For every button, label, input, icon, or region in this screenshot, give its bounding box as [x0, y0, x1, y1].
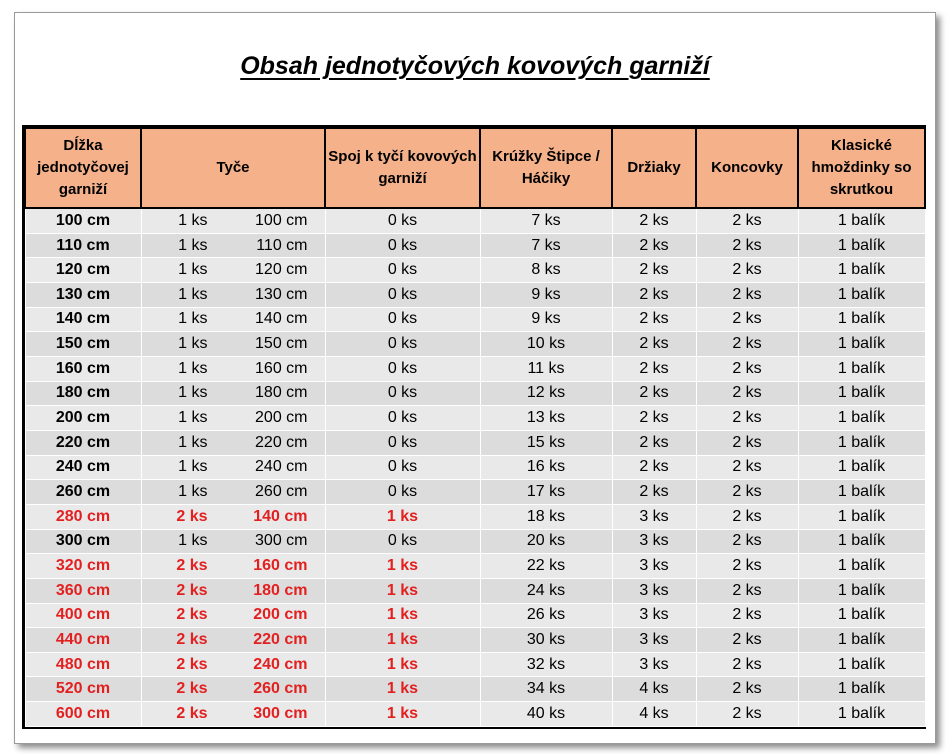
cell-rod-size: 160 cm [255, 359, 308, 377]
cell-joint: 0 ks [325, 282, 480, 307]
cell-joint: 0 ks [325, 430, 480, 455]
table-row [25, 258, 925, 283]
cell-holders: 2 ks [612, 356, 696, 381]
cell-length: 260 cm [25, 480, 141, 505]
cell-rod-count: 2 ks [176, 606, 208, 624]
cell-joint: 0 ks [325, 208, 480, 233]
cell-rings: 34 ks [480, 677, 612, 702]
cell-rod-count: 2 ks [176, 680, 208, 698]
cell-rod-count: 1 ks [178, 532, 208, 550]
cell-length: 200 cm [25, 406, 141, 431]
header-anchors: Klasické hmoždinky so skrutkou [798, 128, 925, 208]
cell-holders: 2 ks [612, 233, 696, 258]
cell-rods [141, 554, 325, 579]
cell-ends: 2 ks [696, 603, 798, 628]
cell-rod-count: 1 ks [178, 310, 208, 328]
cell-ends: 2 ks [696, 702, 798, 727]
cell-ends: 2 ks [696, 554, 798, 579]
cell-rods [141, 356, 325, 381]
cell-joint: 1 ks [325, 554, 480, 579]
cell-anchors: 1 balík [798, 430, 925, 455]
cell-rods [141, 603, 325, 628]
cell-length: 100 cm [25, 208, 141, 233]
table-row [25, 356, 925, 381]
cell-anchors: 1 balík [798, 258, 925, 283]
table-row [25, 652, 925, 677]
cell-rod-size: 150 cm [255, 335, 308, 353]
cell-rod-count: 1 ks [178, 335, 208, 353]
cell-rings: 8 ks [480, 258, 612, 283]
cell-ends: 2 ks [696, 504, 798, 529]
cell-ends: 2 ks [696, 430, 798, 455]
table-row [25, 282, 925, 307]
cell-anchors: 1 balík [798, 603, 925, 628]
cell-anchors: 1 balík [798, 628, 925, 653]
cell-rod-size: 180 cm [253, 581, 308, 599]
cell-rings: 30 ks [480, 628, 612, 653]
cell-rings: 9 ks [480, 282, 612, 307]
cell-rods [141, 480, 325, 505]
table-row [25, 702, 925, 727]
cell-ends: 2 ks [696, 677, 798, 702]
cell-rods [141, 529, 325, 554]
cell-length: 160 cm [25, 356, 141, 381]
cell-anchors: 1 balík [798, 504, 925, 529]
cell-rings: 40 ks [480, 702, 612, 727]
table-row [25, 307, 925, 332]
cell-rod-count: 2 ks [176, 631, 208, 648]
cell-length: 440 cm [25, 628, 141, 653]
cell-rod-size: 200 cm [253, 606, 308, 624]
cell-length: 400 cm [25, 603, 141, 628]
cell-ends: 2 ks [696, 652, 798, 677]
cell-rod-count: 1 ks [178, 236, 208, 254]
cell-joint: 1 ks [325, 578, 480, 603]
cell-length: 520 cm [25, 677, 141, 702]
cell-anchors: 1 balík [798, 332, 925, 357]
cell-ends: 2 ks [696, 332, 798, 357]
cell-rods [141, 578, 325, 603]
cell-rods [141, 381, 325, 406]
cell-rods [141, 307, 325, 332]
cell-rod-count: 2 ks [176, 655, 208, 673]
cell-rod-size: 140 cm [255, 310, 308, 328]
table-row [25, 504, 925, 529]
cell-holders: 3 ks [612, 504, 696, 529]
cell-anchors: 1 balík [798, 356, 925, 381]
header-length: Dĺžka jednotyčovej garniží [25, 128, 141, 208]
table-body [25, 208, 925, 727]
cell-rod-size: 120 cm [255, 261, 308, 279]
cell-joint: 1 ks [325, 677, 480, 702]
table-row [25, 208, 925, 233]
table-row [25, 233, 925, 258]
cell-holders: 3 ks [612, 529, 696, 554]
cell-rod-count: 2 ks [176, 507, 208, 525]
cell-joint: 0 ks [325, 307, 480, 332]
cell-rod-size: 140 cm [253, 507, 308, 525]
cell-holders: 2 ks [612, 307, 696, 332]
cell-joint: 0 ks [325, 381, 480, 406]
cell-rod-size: 220 cm [253, 631, 308, 648]
cell-rings: 13 ks [480, 406, 612, 431]
cell-rod-count: 1 ks [178, 409, 208, 427]
cell-rod-count: 1 ks [178, 261, 208, 279]
table-header-row [25, 128, 925, 208]
cell-rings: 18 ks [480, 504, 612, 529]
cell-rods [141, 504, 325, 529]
cell-holders: 2 ks [612, 208, 696, 233]
cell-joint: 1 ks [325, 652, 480, 677]
header-holders: Držiaky [612, 128, 696, 208]
cell-anchors: 1 balík [798, 208, 925, 233]
cell-rings: 32 ks [480, 652, 612, 677]
cell-rods [141, 406, 325, 431]
cell-length: 240 cm [25, 455, 141, 480]
cell-length: 220 cm [25, 430, 141, 455]
cell-rings: 9 ks [480, 307, 612, 332]
cell-rings: 24 ks [480, 578, 612, 603]
contents-table-wrapper [22, 125, 926, 729]
header-rings: Krúžky Štipce / Háčiky [480, 128, 612, 208]
cell-anchors: 1 balík [798, 480, 925, 505]
cell-length: 600 cm [25, 702, 141, 727]
table-row [25, 529, 925, 554]
cell-length: 480 cm [25, 652, 141, 677]
cell-holders: 3 ks [612, 554, 696, 579]
cell-holders: 3 ks [612, 652, 696, 677]
table-row [25, 554, 925, 579]
cell-rod-size: 100 cm [255, 211, 308, 229]
cell-rod-size: 260 cm [255, 483, 308, 501]
table-row [25, 480, 925, 505]
cell-rings: 16 ks [480, 455, 612, 480]
cell-joint: 0 ks [325, 406, 480, 431]
cell-anchors: 1 balík [798, 233, 925, 258]
cell-rod-size: 240 cm [255, 458, 308, 476]
cell-rod-size: 300 cm [253, 705, 308, 723]
cell-rods [141, 430, 325, 455]
cell-rod-count: 2 ks [176, 581, 208, 599]
cell-joint: 0 ks [325, 480, 480, 505]
cell-ends: 2 ks [696, 480, 798, 505]
cell-holders: 2 ks [612, 406, 696, 431]
cell-rod-size: 180 cm [255, 384, 308, 402]
cell-rings: 7 ks [480, 233, 612, 258]
cell-rod-count: 1 ks [178, 359, 208, 377]
page-title: Obsah jednotyčových kovových garniží [240, 52, 710, 80]
table-row [25, 677, 925, 702]
contents-table [24, 127, 926, 727]
cell-anchors: 1 balík [798, 702, 925, 727]
cell-holders: 4 ks [612, 702, 696, 727]
cell-rings: 22 ks [480, 554, 612, 579]
cell-ends: 2 ks [696, 406, 798, 431]
cell-ends: 2 ks [696, 381, 798, 406]
cell-length: 110 cm [25, 233, 141, 258]
cell-rings: 17 ks [480, 480, 612, 505]
cell-rings: 26 ks [480, 603, 612, 628]
cell-rod-count: 1 ks [178, 433, 208, 451]
cell-rods [141, 208, 325, 233]
cell-rings: 11 ks [480, 356, 612, 381]
cell-anchors: 1 balík [798, 282, 925, 307]
cell-rods [141, 455, 325, 480]
cell-joint: 0 ks [325, 332, 480, 357]
cell-anchors: 1 balík [798, 307, 925, 332]
cell-joint: 0 ks [325, 258, 480, 283]
cell-length: 320 cm [25, 554, 141, 579]
cell-rod-size: 200 cm [255, 409, 308, 427]
cell-ends: 2 ks [696, 258, 798, 283]
cell-ends: 2 ks [696, 455, 798, 480]
cell-rods [141, 628, 325, 653]
cell-rods [141, 677, 325, 702]
cell-length: 150 cm [25, 332, 141, 357]
table-row [25, 603, 925, 628]
cell-rod-size: 130 cm [255, 285, 308, 303]
cell-rods [141, 258, 325, 283]
cell-holders: 2 ks [612, 282, 696, 307]
cell-length: 360 cm [25, 578, 141, 603]
cell-anchors: 1 balík [798, 578, 925, 603]
cell-joint: 0 ks [325, 233, 480, 258]
cell-anchors: 1 balík [798, 406, 925, 431]
header-joint: Spoj k tyčí kovových garniží [325, 128, 480, 208]
cell-anchors: 1 balík [798, 652, 925, 677]
cell-holders: 3 ks [612, 628, 696, 653]
cell-rings: 15 ks [480, 430, 612, 455]
cell-holders: 3 ks [612, 578, 696, 603]
cell-ends: 2 ks [696, 356, 798, 381]
cell-length: 280 cm [25, 504, 141, 529]
cell-joint: 1 ks [325, 628, 480, 653]
cell-rings: 12 ks [480, 381, 612, 406]
table-row [25, 332, 925, 357]
cell-rod-size: 260 cm [253, 680, 308, 698]
cell-rings: 7 ks [480, 208, 612, 233]
cell-rods [141, 332, 325, 357]
cell-rod-count: 1 ks [178, 285, 208, 303]
cell-anchors: 1 balík [798, 381, 925, 406]
cell-holders: 2 ks [612, 455, 696, 480]
cell-rods [141, 702, 325, 727]
cell-anchors: 1 balík [798, 554, 925, 579]
cell-rod-count: 1 ks [178, 384, 208, 402]
cell-rod-size: 220 cm [255, 433, 308, 451]
cell-holders: 2 ks [612, 480, 696, 505]
cell-ends: 2 ks [696, 628, 798, 653]
cell-rod-size: 160 cm [253, 557, 308, 575]
cell-rings: 20 ks [480, 529, 612, 554]
cell-rings: 10 ks [480, 332, 612, 357]
table-row [25, 628, 925, 653]
table-row [25, 430, 925, 455]
cell-joint: 1 ks [325, 603, 480, 628]
cell-length: 130 cm [25, 282, 141, 307]
cell-joint: 1 ks [325, 504, 480, 529]
header-ends: Koncovky [696, 128, 798, 208]
header-rods: Tyče [141, 128, 325, 208]
cell-ends: 2 ks [696, 233, 798, 258]
cell-length: 300 cm [25, 529, 141, 554]
cell-joint: 1 ks [325, 702, 480, 727]
cell-anchors: 1 balík [798, 529, 925, 554]
cell-rod-size: 110 cm [256, 236, 308, 254]
cell-ends: 2 ks [696, 208, 798, 233]
table-row [25, 578, 925, 603]
cell-rod-count: 1 ks [178, 211, 208, 229]
cell-joint: 0 ks [325, 529, 480, 554]
cell-holders: 3 ks [612, 603, 696, 628]
cell-rod-count: 2 ks [176, 705, 208, 723]
cell-holders: 4 ks [612, 677, 696, 702]
cell-rods [141, 233, 325, 258]
cell-anchors: 1 balík [798, 455, 925, 480]
cell-ends: 2 ks [696, 307, 798, 332]
cell-anchors: 1 balík [798, 677, 925, 702]
cell-rods [141, 282, 325, 307]
cell-rod-count: 1 ks [178, 458, 208, 476]
cell-rod-count: 1 ks [178, 483, 208, 501]
cell-holders: 2 ks [612, 430, 696, 455]
cell-ends: 2 ks [696, 578, 798, 603]
table-row [25, 381, 925, 406]
cell-rod-count: 2 ks [176, 557, 208, 575]
cell-length: 180 cm [25, 381, 141, 406]
table-row [25, 406, 925, 431]
cell-length: 120 cm [25, 258, 141, 283]
cell-length: 140 cm [25, 307, 141, 332]
cell-rod-size: 300 cm [255, 532, 308, 550]
cell-holders: 2 ks [612, 381, 696, 406]
table-row [25, 455, 925, 480]
cell-ends: 2 ks [696, 529, 798, 554]
cell-rod-size: 240 cm [253, 655, 308, 673]
cell-rods [141, 652, 325, 677]
cell-joint: 0 ks [325, 356, 480, 381]
cell-ends: 2 ks [696, 282, 798, 307]
cell-holders: 2 ks [612, 332, 696, 357]
cell-holders: 2 ks [612, 258, 696, 283]
cell-joint: 0 ks [325, 455, 480, 480]
